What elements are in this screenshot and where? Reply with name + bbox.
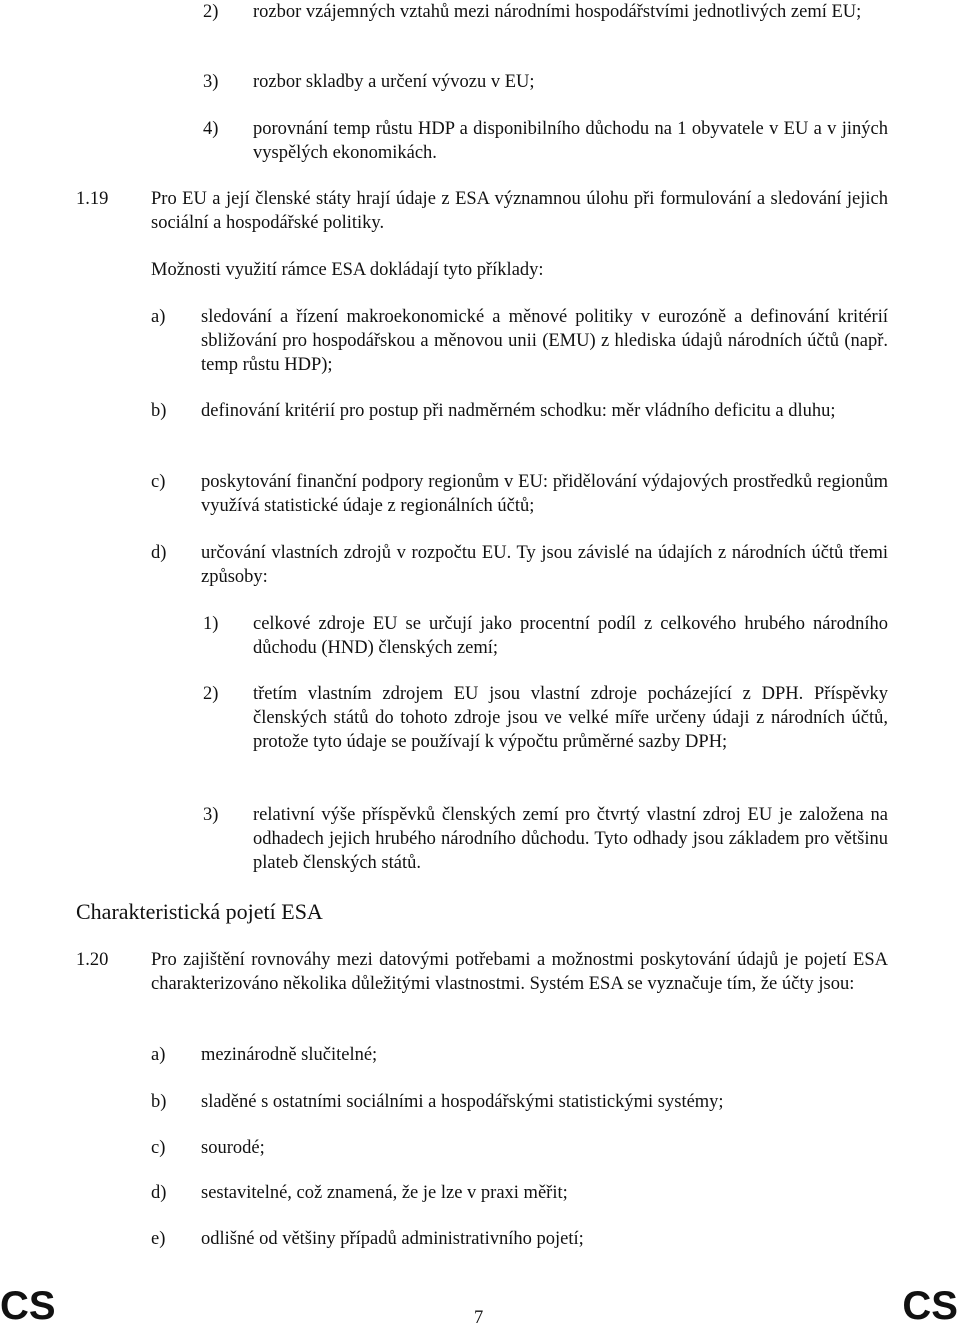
footer-language-left: CS [0,1284,56,1328]
list-text: porovnání temp růstu HDP a disponibilního důchodu na 1 obyvatele v EU a v jiných vyspělých ekonomikách. [253,119,888,163]
list-text: sourodé; [201,1138,265,1158]
list-letter: b) [151,401,167,421]
list-text: mezinárodně slučitelné; [201,1045,378,1065]
list-text: definování kritérií pro postup při nadměrném schodku: měr vládního deficitu a dluhu; [201,401,836,421]
list-text: určování vlastních zdrojů v rozpočtu EU. Ty jsou závislé na údajích z národních účtů třemi způsoby: [201,543,888,587]
list-number: 3) [203,805,219,825]
list-text: odlišné od většiny případů administrativního pojetí; [201,1229,584,1249]
paragraph-text: Pro zajištění rovnováhy mezi datovými potřebami a možnostmi poskytování údajů je pojetí ESA charakterizováno několika důležitými vlastnostmi. Systém ESA se vyznačuje tím, že účty jsou: [151,950,888,994]
list-text: sledování a řízení makroekonomické a měnové politiky v eurozóně a definování kritérií sbližování pro hospodářskou a měnovou unii (EMU) z hlediska údajů národních účtů (např. temp růstu HDP); [201,307,888,375]
paragraph-text: Pro EU a její členské státy hrají údaje z ESA významnou úlohu při formulování a sledování jejich sociální a hospodářské politiky. [151,189,888,233]
list-text: rozbor skladby a určení vývozu v EU; [253,72,535,92]
list-text: celkové zdroje EU se určují jako procentní podíl z celkového hrubého národního důchodu (HND) členských zemí; [253,614,888,658]
section-heading: Charakteristická pojetí ESA [76,899,323,924]
page-number: 7 [474,1308,484,1328]
intro-text: Možnosti využití rámce ESA dokládají tyto příklady: [151,260,544,280]
list-text: rozbor vzájemných vztahů mezi národními hospodářstvími jednotlivých zemí EU; [253,2,862,22]
list-letter: e) [151,1229,166,1249]
list-letter: d) [151,1183,167,1203]
list-number: 3) [203,72,219,92]
footer-language-right: CS [902,1284,958,1328]
paragraph-number: 1.19 [76,189,109,209]
list-letter: c) [151,1138,166,1158]
paragraph-number: 1.20 [76,950,109,970]
list-number: 2) [203,2,219,22]
list-letter: c) [151,472,166,492]
list-text: poskytování finanční podpory regionům v EU: přidělování výdajových prostředků regionům využívá statistické údaje z regionálních účtů; [201,472,888,516]
list-letter: b) [151,1092,167,1112]
list-text: sladěné s ostatními sociálními a hospodářskými statistickými systémy; [201,1092,724,1112]
list-text: třetím vlastním zdrojem EU jsou vlastní zdroje pocházející z DPH. Příspěvky členských států do tohoto zdroje jsou ve velké míře určeny údaji z národních účtů, protože tyto údaje se používají k výpočtu průměrné sazby DPH; [253,684,888,752]
list-letter: a) [151,307,166,327]
list-text: relativní výše příspěvků členských zemí pro čtvrtý vlastní zdroj EU je založena na odhadech jejich hrubého národního důchodu. Tyto odhady jsou základem pro většinu plateb členských států. [253,805,888,873]
list-number: 4) [203,119,219,139]
list-text: sestavitelné, což znamená, že je lze v praxi měřit; [201,1183,568,1203]
list-number: 2) [203,684,219,704]
list-letter: a) [151,1045,166,1065]
list-number: 1) [203,614,219,634]
list-letter: d) [151,543,167,563]
